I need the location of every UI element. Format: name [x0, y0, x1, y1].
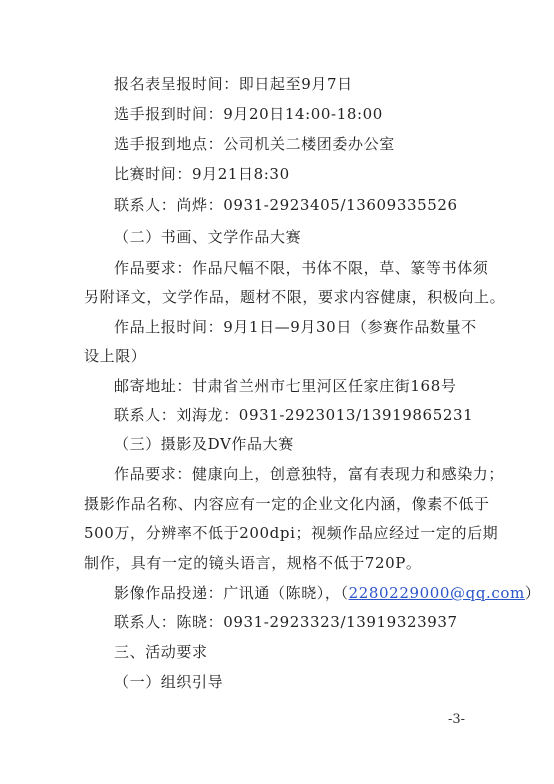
text-line: 选手报到地点：公司机关二楼团委办公室 [114, 135, 395, 153]
text-line: 比赛时间：9月21日8:30 [114, 165, 290, 183]
section-heading: （二）书画、文学作品大赛 [114, 228, 302, 246]
text-line: 联系人：陈晓：0931-2923323/13919323937 [114, 613, 458, 631]
text-line: 联系人：刘海龙：0931-2923013/13919865231 [114, 406, 474, 424]
text-line: 设上限） [84, 347, 147, 365]
submission-prefix: 影像作品投递：广讯通（陈晓），（ [114, 584, 349, 602]
text-line: 联系人：尚烨：0931-2923405/13609335526 [114, 196, 458, 214]
section-heading: （一）组织引导 [114, 673, 224, 691]
text-line: 报名表呈报时间：即日起至9月7日 [114, 75, 353, 93]
text-line: 制作，具有一定的镜头语言，规格不低于720P。 [84, 554, 422, 572]
submission-line [114, 583, 540, 603]
page-number: -3- [448, 712, 466, 727]
text-line: 作品要求：作品尺幅不限，书体不限，草、篆等书体须 [114, 259, 489, 277]
text-line: 另附译文，文学作品，题材不限，要求内容健康，积极向上。 [84, 288, 506, 306]
section-heading: （三）摄影及DV作品大赛 [114, 435, 294, 453]
text-line: 选手报到时间：9月20日14:00-18:00 [114, 105, 383, 123]
text-line: 邮寄地址：甘肃省兰州市七里河区任家庄街168号 [114, 377, 457, 395]
text-line: 500万，分辨率不低于200dpi；视频作品应经过一定的后期 [84, 524, 499, 542]
section-heading: 三、活动要求 [114, 643, 208, 661]
text-line: 作品要求：健康向上，创意独特，富有表现力和感染力； [114, 465, 505, 483]
text-line: 摄影作品名称、内容应有一定的企业文化内涵，像素不低于 [84, 495, 490, 513]
email-link[interactable]: 2280229000@qq.com [348, 584, 525, 602]
text-line: 作品上报时间：9月1日—9月30日（参赛作品数量不 [114, 318, 477, 336]
submission-suffix: ） [524, 584, 541, 602]
